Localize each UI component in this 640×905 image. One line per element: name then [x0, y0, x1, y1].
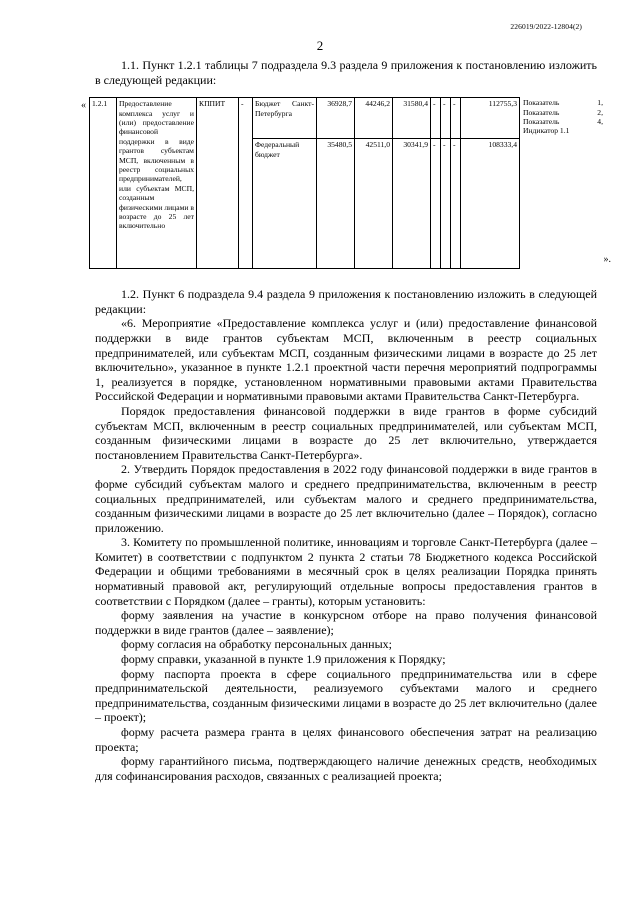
measures-table-block: [81, 97, 611, 269]
item-name-cell: Предоставление комплекса услуг и (или) предоставление финансовой поддержки в виде грантов субъектам МСП, включенным в реестр социальных предпринимателей, или субъектам МСП, созданным физическими лицами в возрасте до 25 лет включительно: [117, 98, 197, 269]
paragraph-3: 3. Комитету по промышленной политике, инновациям и торговле Санкт-Петербурга (далее – Комитет) в соответствии с подпунктом 2 пункта 2 статьи 78 Бюджетного кодекса Российской Федерации и общими требованиями в месячный срок в целях реализации Порядка принять нормативный правовой акт, регулирующий отдельные вопросы предоставления грантов в соответствии с Порядком (далее – гранты), которым установить:: [95, 535, 597, 608]
value-cell: 31580,4: [393, 98, 431, 139]
value-cell: -: [451, 139, 461, 269]
value-cell: 36928,7: [317, 98, 355, 139]
paragraph-1-1: 1.1. Пункт 1.2.1 таблицы 7 подраздела 9.3 раздела 9 приложения к постановлению изложить в следующей редакции:: [95, 58, 597, 87]
indicators-text: Показатель 1, Показатель 2, Показатель 4, Индикатор 1.1: [523, 98, 603, 136]
funding-source-cell: Федеральный бюджет: [253, 139, 317, 269]
value-cell: 30341,9: [393, 139, 431, 269]
form-item: форму расчета размера гранта в целях финансового обеспечения затрат на реализацию проекта;: [95, 725, 597, 754]
value-cell: 42511,0: [355, 139, 393, 269]
total-cell: 108333,4: [461, 139, 520, 269]
executor-cell: КППИТ: [197, 98, 239, 269]
value-cell: -: [431, 139, 441, 269]
funding-source-cell: Бюджет Санкт-Петербурга: [253, 98, 317, 139]
page-number: 2: [316, 38, 324, 53]
value-cell: -: [441, 139, 451, 269]
document-body: [81, 58, 611, 783]
value-cell: 35480,5: [317, 139, 355, 269]
paragraph-measure-6: «6. Мероприятие «Предоставление комплекса услуг и (или) предоставление финансовой поддержки в виде грантов субъектам МСП, включенным в реестр социальных предпринимателей, или субъектам МСП, созданным физическими лицами в возрасте до 25 лет включительно», указанное в пункте 1.2.1 проектной части перечня мероприятий подпрограммы 1, реализуется в порядке, установленном нормативными правовыми актами Правительства Российской Федерации и нормативными правовыми актами Правительства Санкт-Петербурга.: [95, 316, 597, 404]
value-cell: -: [431, 98, 441, 139]
paragraph-grant-procedure: Порядок предоставления финансовой поддержки в виде грантов в форме субсидий субъектам МСП, включенным в реестр социальных предпринимателей, или субъектам МСП, созданным физическими лицами в возрасте до 25 лет включительно, утверждается постановлением Правительства Санкт-Петербурга».: [95, 403, 597, 462]
value-cell: -: [451, 98, 461, 139]
paragraph-1-2: 1.2. Пункт 6 подраздела 9.4 раздела 9 приложения к постановлению изложить в следующей редакции:: [95, 287, 597, 316]
value-cell: -: [441, 98, 451, 139]
table-quote-close: ».: [603, 253, 611, 265]
form-item: форму согласия на обработку персональных данных;: [121, 637, 392, 652]
value-cell: 44246,2: [355, 98, 393, 139]
total-cell: 112755,3: [461, 98, 520, 139]
table-quote-open: «: [81, 100, 86, 112]
form-item: форму справки, указанной в пункте 1.9 приложения к Порядку;: [121, 652, 446, 667]
item-number-cell: 1.2.1: [90, 98, 117, 269]
document-number: 226019/2022-12804(2): [510, 22, 582, 31]
paragraph-2: 2. Утвердить Порядок предоставления в 2022 году финансовой поддержки в виде грантов в форме субсидий субъектам малого и среднего предпринимательства, включенным в реестр социальных предпринимателей, или субъектам малого и среднего предпринимательства, созданным физическими лицами в возрасте до 25 лет включительно (далее – Порядок), согласно приложению.: [95, 462, 597, 535]
form-item: форму заявления на участие в конкурсном отборе на право получения финансовой поддержки в виде грантов (далее – заявление);: [95, 608, 597, 637]
dash-cell: -: [239, 98, 253, 269]
form-item: форму гарантийного письма, подтверждающего наличие денежных средств, необходимых для софинансирования расходов, связанных с реализацией проекта;: [95, 754, 597, 783]
form-item: форму паспорта проекта в сфере социального предпринимательства или в сфере предпринимательской деятельности, реализуемого субъектами малого и среднего предпринимательства, созданным физическими лицами в возрасте до 25 лет включительно (далее – проект);: [95, 666, 597, 725]
measures-table: [89, 97, 520, 269]
table-row: [90, 98, 520, 139]
